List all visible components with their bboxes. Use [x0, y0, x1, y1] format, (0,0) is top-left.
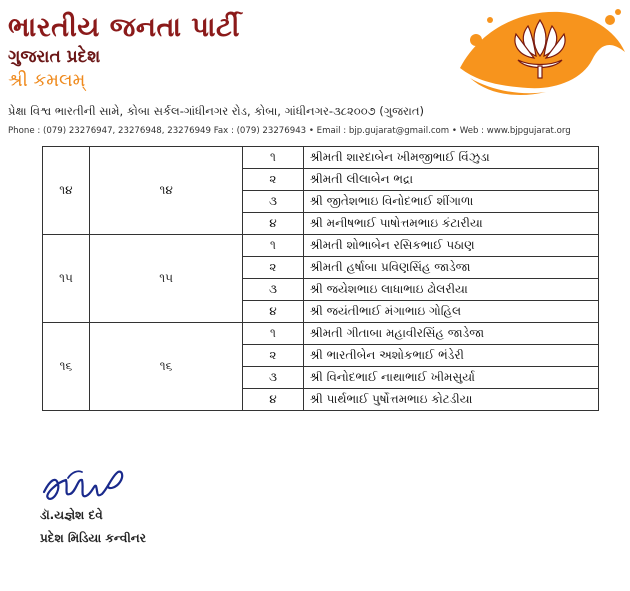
candidate-name-cell: શ્રી જીતેશભાઇ વિનોદભાઈ શીંગાળા	[303, 191, 598, 213]
serial-cell: ૧	[243, 323, 303, 345]
serial-cell: ૧	[243, 147, 303, 169]
serial-cell: ૩	[243, 191, 303, 213]
state-unit: ગુજરાત પ્રદેશ	[8, 47, 101, 67]
serial-cell: ૩	[243, 367, 303, 389]
candidate-name-cell: શ્રીમતી હર્ષાબા પ્રવિણસિંહ જાડેજા	[303, 257, 598, 279]
signatory-title: પ્રદેશ મિડિયા કન્વીનર	[40, 531, 146, 545]
signatory-name: ડૉ.યજ્ઞેશ દવે	[40, 508, 103, 522]
lotus-logo-icon	[450, 0, 630, 100]
office-name: શ્રી કમલમ્	[8, 70, 86, 91]
candidate-name-cell: શ્રીમતી શારદાબેન ખીમજીભાઈ વિંઝુડા	[303, 147, 598, 169]
group-number-cell: ૧૬	[89, 323, 242, 411]
contact-line: Phone : (079) 23276947, 23276948, 23276949 Fax : (079) 23276943 • Email : bjp.gujarat@gmail.com • Web : www.bjpgujarat.org	[8, 126, 571, 136]
serial-cell: ૧	[243, 235, 303, 257]
group-number-cell: ૧૪	[43, 147, 90, 235]
candidate-name-cell: શ્રી વિનોદભાઈ નાથાભાઈ ખીમસુર્યા	[303, 367, 598, 389]
candidate-name-cell: શ્રીમતી ગીતાબા મહાવીરસિંહ જાડેજા	[303, 323, 598, 345]
letterhead	[0, 0, 630, 145]
table-row	[43, 323, 599, 345]
candidate-name-cell: શ્રીમતી લીલાબેન ભદ્રા	[303, 169, 598, 191]
serial-cell: ૨	[243, 345, 303, 367]
serial-cell: ૪	[243, 389, 303, 411]
candidate-name-cell: શ્રી મનીષભાઈ પાષોત્તમભાઇ કંટારીયા	[303, 213, 598, 235]
serial-cell: ૪	[243, 301, 303, 323]
party-name: ભારતીય જનતા પાર્ટી	[8, 12, 240, 43]
office-address: પ્રેક્ષા વિશ્વ ભારતીની સામે, કોબા સર્કલ-ગાંધીનગર રોડ, કોબા, ગાંધીનગર-૩૮૨૦૦૭ (ગુજરાત)	[8, 104, 424, 118]
candidate-name-cell: શ્રીમતી શોભાબેન રસિકભાઈ પઠાણ	[303, 235, 598, 257]
candidate-name-cell: શ્રી જયેશભાઇ લાધાભાઇ ઢોલરીયા	[303, 279, 598, 301]
serial-cell: ૨	[243, 257, 303, 279]
group-number-cell: ૧૫	[43, 235, 90, 323]
serial-cell: ૩	[243, 279, 303, 301]
serial-cell: ૪	[243, 213, 303, 235]
group-number-cell: ૧૬	[43, 323, 90, 411]
signature-icon	[38, 458, 138, 508]
group-number-cell: ૧૪	[89, 147, 242, 235]
candidates-table	[42, 146, 599, 411]
table-row	[43, 235, 599, 257]
table-row	[43, 147, 599, 169]
candidate-name-cell: શ્રી જયંતીભાઈ મંગાભાઇ ગોહિલ	[303, 301, 598, 323]
candidate-name-cell: શ્રી ભારતીબેન અશોકભાઈ ભંડેરી	[303, 345, 598, 367]
serial-cell: ૨	[243, 169, 303, 191]
candidate-name-cell: શ્રી પાર્થભાઈ પુર્ષોત્તમભાઇ કોટડીયા	[303, 389, 598, 411]
group-number-cell: ૧૫	[89, 235, 242, 323]
